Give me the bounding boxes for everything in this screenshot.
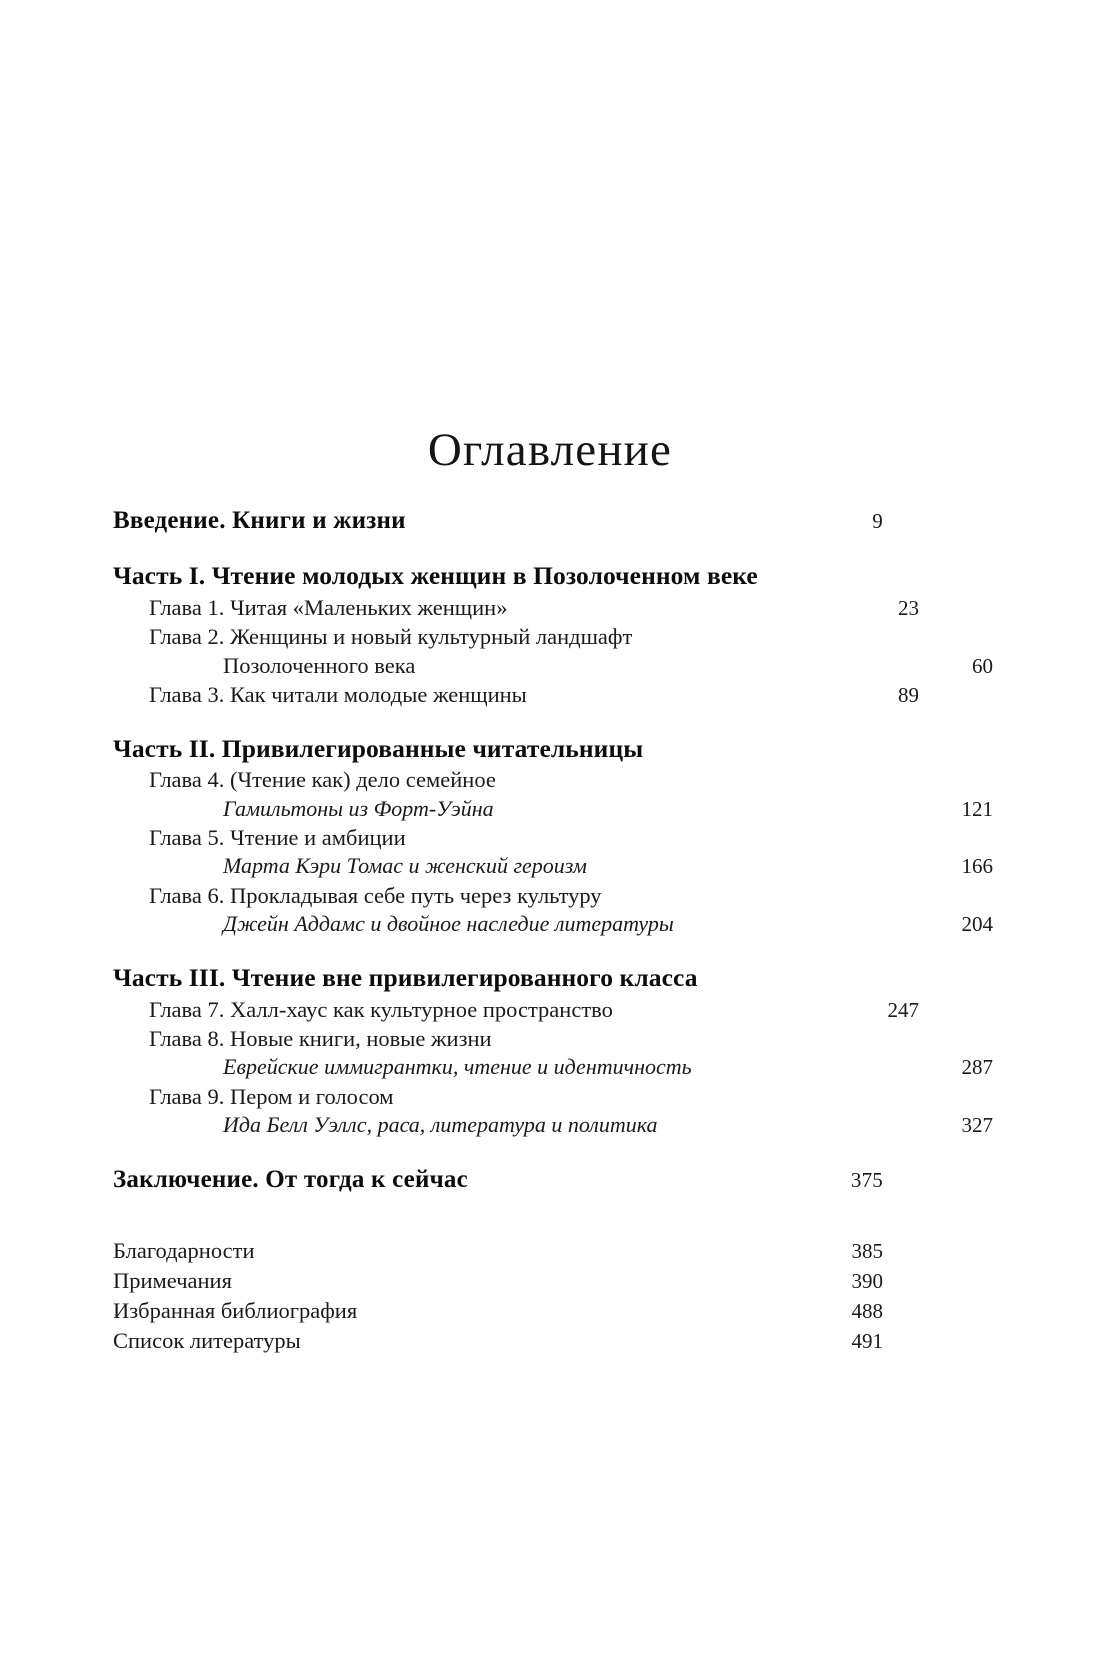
toc-entry-page-number: 488 [851, 1298, 883, 1323]
section-spacer [113, 710, 883, 733]
toc-entry-label: Глава 9. Пером и голосом [149, 1083, 394, 1109]
toc-entry[interactable] [113, 593, 919, 622]
toc-entry[interactable] [113, 560, 883, 593]
toc-entry-page-number: 390 [851, 1268, 883, 1293]
toc-entry[interactable] [113, 622, 919, 651]
toc-entry-page-number: 23 [898, 595, 919, 620]
toc-entry-label: Список литературы [113, 1327, 301, 1353]
section-spacer [113, 1140, 883, 1164]
toc-entry[interactable] [113, 1164, 883, 1196]
toc-entry-page-number: 375 [850, 1167, 883, 1192]
toc-entry[interactable] [113, 852, 993, 881]
section-spacer [113, 537, 883, 560]
toc-entry-label: Глава 3. Как читали молодые женщины [149, 682, 527, 708]
toc-entry-label: Избранная библиография [113, 1297, 358, 1323]
toc-entry-label: Часть III. Чтение вне привилегированного класса [113, 962, 698, 992]
toc-entry-label: Введение. Книги и жизни [113, 507, 406, 534]
toc-entry[interactable] [113, 1296, 883, 1326]
section-spacer [113, 1196, 883, 1236]
toc-entry[interactable] [113, 1053, 993, 1082]
toc-entry-page-number: 9 [872, 509, 883, 533]
toc-entry-page-number: 385 [851, 1238, 883, 1263]
toc-entry-page-number: 491 [851, 1328, 883, 1353]
toc-entry-label: Джейн Аддамс и двойное наследие литературы [223, 911, 674, 937]
toc-entry-label: Глава 8. Новые книги, новые жизни [149, 1025, 492, 1051]
toc-entry[interactable] [113, 1082, 919, 1111]
toc-entry[interactable] [113, 910, 993, 939]
toc-entry-label: Заключение. От тогда к сейчас [113, 1165, 468, 1193]
toc-entry[interactable] [113, 962, 883, 995]
toc-entry[interactable] [113, 995, 919, 1024]
toc-entry-label: Благодарности [113, 1237, 255, 1263]
toc-entry-label: Часть I. Чтение молодых женщин в Позолоченном веке [113, 561, 758, 590]
toc-entry[interactable] [113, 1326, 883, 1356]
toc-entry[interactable] [113, 795, 993, 824]
toc-entry[interactable] [113, 1111, 993, 1140]
toc-entry-label: Марта Кэри Томас и женский героизм [223, 853, 587, 879]
toc-entry-label: Гамильтоны из Форт-Уэйна [223, 795, 494, 821]
toc-entry[interactable] [113, 765, 919, 794]
toc-entry[interactable] [113, 881, 919, 910]
toc-entry-label: Примечания [113, 1267, 232, 1293]
page-title: Оглавление [427, 424, 673, 477]
toc-entry-page-number: 60 [972, 654, 993, 679]
toc-entry[interactable] [113, 733, 883, 766]
toc-entry-page-number: 166 [961, 854, 993, 879]
toc-entry-label: Часть II. Привилегированные читательницы [113, 733, 644, 763]
toc-entry-label: Позолоченного века [223, 653, 416, 679]
section-spacer [113, 939, 883, 962]
toc-entry-label: Глава 7. Халл-хаус как культурное пространство [149, 996, 613, 1022]
toc-entry-label: Глава 2. Женщины и новый культурный ландшафт [149, 623, 633, 649]
toc-entry-page-number: 327 [961, 1112, 993, 1137]
toc-entry-page-number: 121 [961, 796, 993, 821]
toc-entry-page-number: 89 [898, 683, 919, 708]
toc-entry-page-number: 204 [961, 912, 993, 937]
toc-entry-page-number: 287 [961, 1055, 993, 1080]
toc-entry-label: Глава 4. (Чтение как) дело семейное [149, 767, 496, 793]
toc-entry[interactable] [113, 651, 993, 680]
table-of-contents [113, 505, 993, 1356]
toc-entry-label: Глава 1. Читая «Маленьких женщин» [149, 594, 508, 620]
toc-entry-label: Ида Белл Уэллс, раса, литература и политика [223, 1111, 658, 1137]
toc-entry[interactable] [113, 823, 919, 852]
toc-entry-page-number: 247 [887, 997, 919, 1022]
toc-entry[interactable] [113, 1266, 883, 1296]
toc-entry[interactable] [113, 680, 919, 709]
toc-entry[interactable] [113, 1236, 883, 1266]
toc-entry-label: Глава 6. Прокладывая себе путь через культуру [149, 883, 602, 909]
toc-entry-label: Еврейские иммигрантки, чтение и идентичность [223, 1054, 692, 1080]
toc-entry[interactable] [113, 1024, 919, 1053]
toc-entry-label: Глава 5. Чтение и амбиции [149, 825, 406, 851]
toc-entry[interactable] [113, 505, 883, 537]
